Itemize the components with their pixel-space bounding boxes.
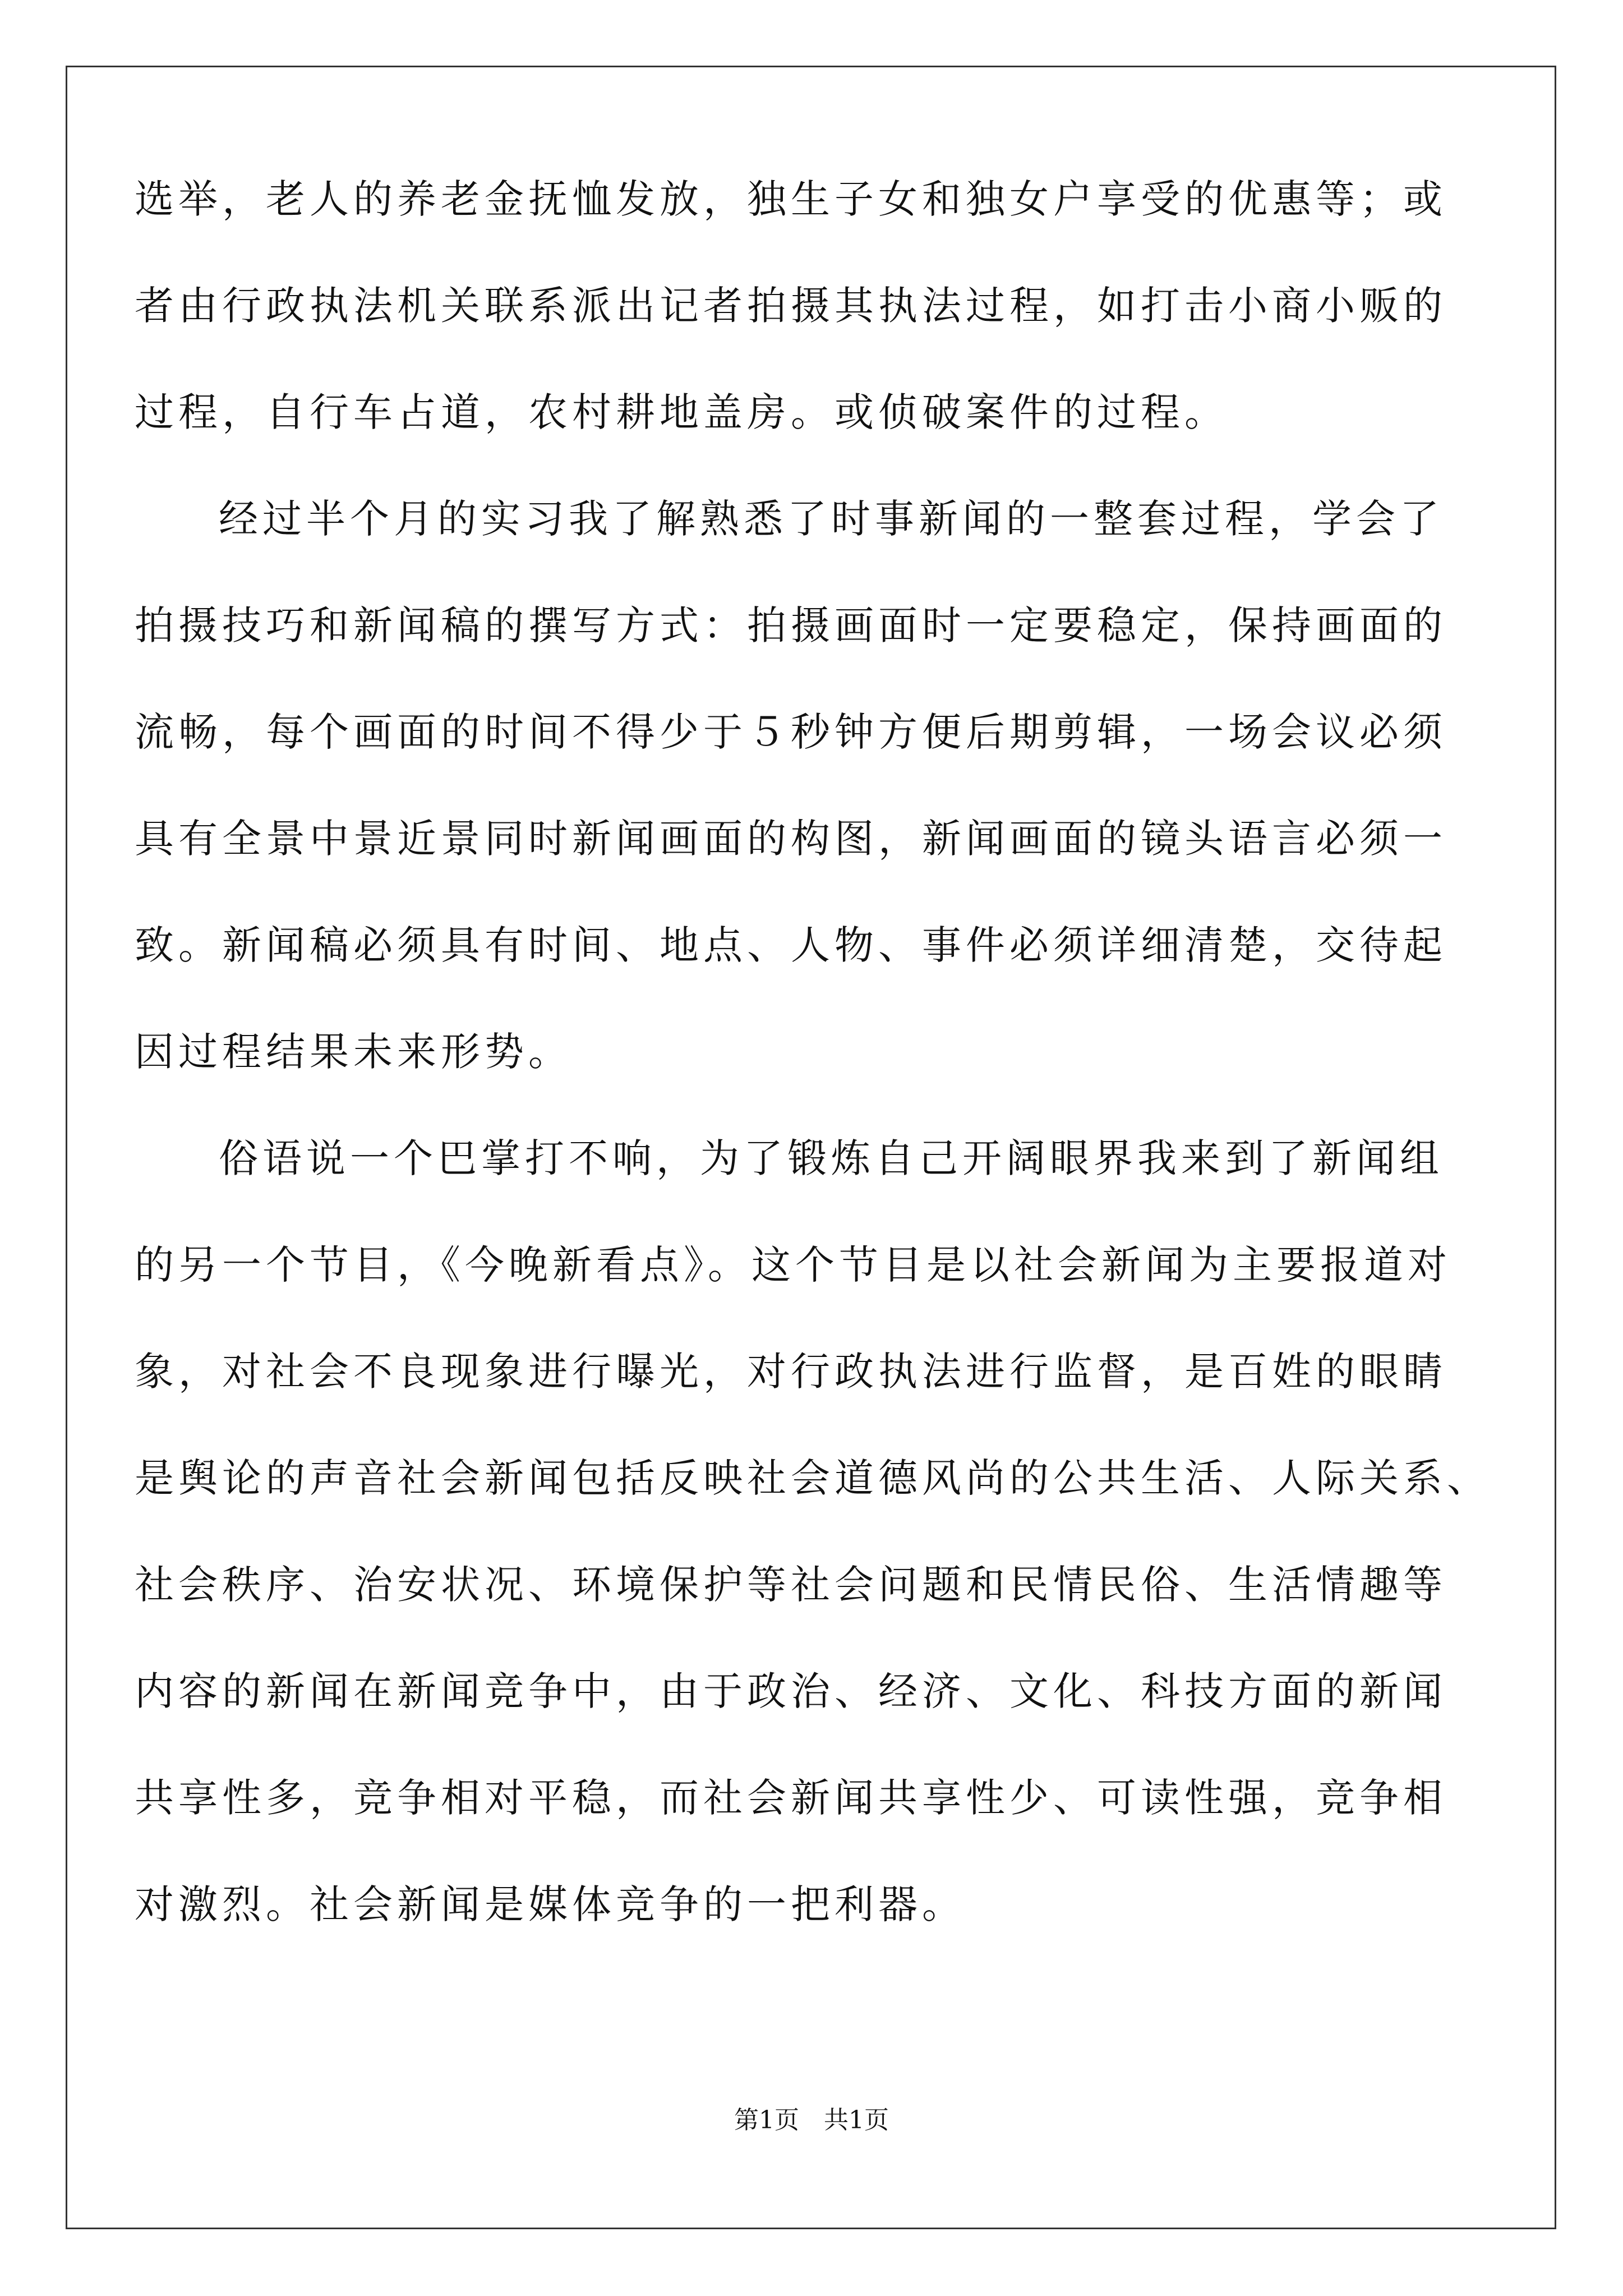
paragraph-start-line: 俗语说一个巴掌打不响，为了锻炼自己开阔眼界我来到了新闻组 [219, 1135, 1444, 1181]
text-line: 内容的新闻在新闻竞争中，由于政治、经济、文化、科技方面的新闻 [135, 1668, 1447, 1714]
paragraph-start-line: 经过半个月的实习我了解熟悉了时事新闻的一整套过程，学会了 [219, 496, 1444, 542]
text-line: 选举，老人的养老金抚恤发放，独生子女和独女户享受的优惠等；或 [135, 176, 1447, 222]
text-line: 过程，自行车占道，农村耕地盖房。或侦破案件的过程。 [135, 389, 1228, 435]
text-line: 象，对社会不良现象进行曝光，对行政执法进行监督，是百姓的眼睛 [135, 1349, 1447, 1395]
document-body [135, 176, 1492, 2011]
text-line: 流畅，每个画面的时间不得少于５秒钟方便后期剪辑，一场会议必须 [135, 709, 1447, 755]
text-line: 者由行政执法机关联系派出记者拍摄其执法过程，如打击小商小贩的 [135, 283, 1447, 329]
text-line: 拍摄技巧和新闻稿的撰写方式：拍摄画面时一定要稳定，保持画面的 [135, 602, 1447, 648]
text-line: 的另一个节目，《今晚新看点》。这个节目是以社会新闻为主要报道对 [135, 1242, 1451, 1288]
text-line: 是舆论的声音社会新闻包括反映社会道德风尚的公共生活、人际关系、 [135, 1455, 1491, 1501]
text-line: 社会秩序、治安状况、环境保护等社会问题和民情民俗、生活情趣等 [135, 1562, 1447, 1608]
text-line: 对激烈。社会新闻是媒体竞争的一把利器。 [135, 1881, 966, 1927]
page-footer: 第1页 共1页 [734, 2106, 889, 2134]
text-line: 具有全景中景近景同时新闻画面的构图，新闻画面的镜头语言必须一 [135, 816, 1447, 862]
text-line: 因过程结果未来形势。 [135, 1029, 572, 1075]
text-line: 致。新闻稿必须具有时间、地点、人物、事件必须详细清楚，交待起 [135, 922, 1447, 968]
text-line: 共享性多，竞争相对平稳，而社会新闻共享性少、可读性强，竞争相 [135, 1775, 1447, 1821]
